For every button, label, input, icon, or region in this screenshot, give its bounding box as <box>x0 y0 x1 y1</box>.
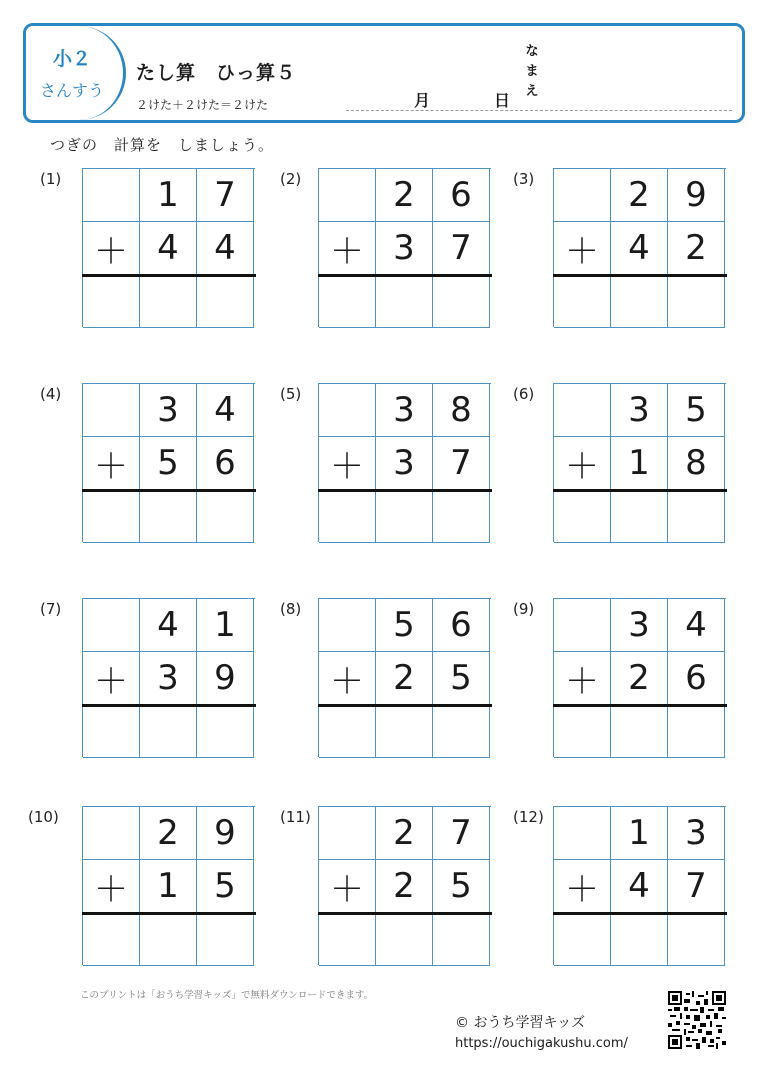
answer-cell[interactable] <box>668 490 725 543</box>
addend-digit: 6 <box>197 437 254 490</box>
answer-cell[interactable] <box>554 490 611 543</box>
addition-grid <box>82 806 255 965</box>
answer-cell[interactable] <box>376 490 433 543</box>
addition-grid <box>82 168 255 327</box>
subject-label: さんすう <box>39 81 104 100</box>
addend-digit: 2 <box>140 807 197 860</box>
addend-digit: 5 <box>197 860 254 913</box>
addend-digit: 7 <box>668 860 725 913</box>
addition-grid <box>553 598 726 757</box>
answer-cell[interactable] <box>376 913 433 966</box>
sum-line <box>318 274 492 277</box>
name-char: ま <box>525 64 539 79</box>
answer-cell[interactable] <box>140 705 197 758</box>
answer-cell[interactable] <box>83 275 140 328</box>
sum-line <box>82 704 256 707</box>
answer-cell[interactable] <box>554 705 611 758</box>
answer-cell[interactable] <box>197 705 254 758</box>
answer-cell[interactable] <box>433 275 490 328</box>
answer-cell[interactable] <box>433 705 490 758</box>
empty-cell <box>554 169 611 222</box>
addend-digit: 5 <box>433 860 490 913</box>
empty-cell <box>319 169 376 222</box>
name-char: な <box>525 44 539 59</box>
answer-cell[interactable] <box>319 490 376 543</box>
addition-grid <box>553 168 726 327</box>
addend-digit: 6 <box>433 169 490 222</box>
empty-cell <box>554 384 611 437</box>
addition-grid <box>318 598 491 757</box>
answer-cell[interactable] <box>611 913 668 966</box>
addition-grid <box>318 168 491 327</box>
answer-cell[interactable] <box>554 275 611 328</box>
answer-cell[interactable] <box>611 275 668 328</box>
answer-cell[interactable] <box>197 275 254 328</box>
sum-line <box>82 912 256 915</box>
addend-digit: 2 <box>376 807 433 860</box>
plus-sign: ＋ <box>83 652 140 705</box>
answer-cell[interactable] <box>554 913 611 966</box>
addition-grid <box>553 806 726 965</box>
plus-sign: ＋ <box>554 652 611 705</box>
addend-digit: 7 <box>433 222 490 275</box>
plus-sign: ＋ <box>319 860 376 913</box>
empty-cell <box>319 384 376 437</box>
answer-cell[interactable] <box>140 913 197 966</box>
addend-digit: 1 <box>140 860 197 913</box>
addition-grid <box>553 383 726 542</box>
problem-number: (4) <box>40 385 62 403</box>
addend-digit: 2 <box>611 169 668 222</box>
answer-cell[interactable] <box>376 705 433 758</box>
problem-number: (11) <box>280 808 311 826</box>
addend-digit: 8 <box>668 437 725 490</box>
addend-digit: 5 <box>140 437 197 490</box>
name-label <box>524 42 540 102</box>
answer-cell[interactable] <box>319 913 376 966</box>
plus-sign: ＋ <box>319 222 376 275</box>
sum-line <box>553 274 727 277</box>
worksheet-subtitle: ２けた＋２けた＝２けた <box>136 98 269 112</box>
addend-digit: 1 <box>611 807 668 860</box>
plus-sign: ＋ <box>319 437 376 490</box>
addend-digit: 3 <box>611 384 668 437</box>
addition-grid <box>318 806 491 965</box>
addend-digit: 2 <box>376 169 433 222</box>
answer-cell[interactable] <box>197 490 254 543</box>
site-url[interactable]: https://ouchigakushu.com/ <box>455 1036 628 1051</box>
answer-cell[interactable] <box>433 913 490 966</box>
sum-line <box>82 489 256 492</box>
plus-sign: ＋ <box>554 437 611 490</box>
sum-line <box>318 704 492 707</box>
problem-number: (2) <box>280 170 302 188</box>
addend-digit: 7 <box>433 807 490 860</box>
addend-digit: 8 <box>433 384 490 437</box>
instructions: つぎの 計算を しましょう。 <box>50 136 275 154</box>
answer-cell[interactable] <box>611 490 668 543</box>
plus-sign: ＋ <box>83 437 140 490</box>
empty-cell <box>319 807 376 860</box>
empty-cell <box>83 169 140 222</box>
sum-line <box>553 912 727 915</box>
qr-code-icon <box>668 991 726 1049</box>
addend-digit: 3 <box>376 384 433 437</box>
addend-digit: 4 <box>611 222 668 275</box>
grade-label: 小２ <box>52 48 91 70</box>
empty-cell <box>554 599 611 652</box>
addend-digit: 9 <box>197 807 254 860</box>
addend-digit: 3 <box>140 384 197 437</box>
answer-cell[interactable] <box>140 490 197 543</box>
qr-code-graphic <box>668 991 726 1049</box>
name-write-line[interactable] <box>346 110 732 111</box>
answer-cell[interactable] <box>197 913 254 966</box>
sum-line <box>82 274 256 277</box>
answer-cell[interactable] <box>319 705 376 758</box>
worksheet-title: たし算 ひっ算５ <box>136 62 297 84</box>
problem-number: (5) <box>280 385 302 403</box>
day-label: 日 <box>494 91 511 110</box>
addend-digit: 6 <box>433 599 490 652</box>
empty-cell <box>554 807 611 860</box>
problem-number: (10) <box>28 808 59 826</box>
addend-digit: 3 <box>376 222 433 275</box>
grade-tab <box>26 26 126 120</box>
plus-sign: ＋ <box>554 222 611 275</box>
sum-line <box>318 489 492 492</box>
addend-digit: 7 <box>197 169 254 222</box>
problem-number: (9) <box>513 600 535 618</box>
name-char: え <box>525 84 539 99</box>
addend-digit: 9 <box>668 169 725 222</box>
addend-digit: 3 <box>611 599 668 652</box>
answer-cell[interactable] <box>611 705 668 758</box>
plus-sign: ＋ <box>319 652 376 705</box>
addend-digit: 1 <box>611 437 668 490</box>
addend-digit: 5 <box>433 652 490 705</box>
empty-cell <box>83 599 140 652</box>
addend-digit: 2 <box>668 222 725 275</box>
answer-cell[interactable] <box>83 490 140 543</box>
addend-digit: 2 <box>376 652 433 705</box>
download-note: このプリントは「おうち学習キッズ」で無料ダウンロードできます。 <box>80 990 374 1001</box>
answer-cell[interactable] <box>668 275 725 328</box>
worksheet-header <box>23 23 745 123</box>
addend-digit: 5 <box>668 384 725 437</box>
problem-number: (7) <box>40 600 62 618</box>
answer-cell[interactable] <box>83 705 140 758</box>
plus-sign: ＋ <box>83 860 140 913</box>
brand-name: © おうち学習キッズ <box>455 1015 586 1031</box>
answer-cell[interactable] <box>433 490 490 543</box>
plus-sign: ＋ <box>554 860 611 913</box>
answer-cell[interactable] <box>668 913 725 966</box>
addend-digit: 3 <box>376 437 433 490</box>
addend-digit: 7 <box>433 437 490 490</box>
addend-digit: 4 <box>197 222 254 275</box>
addition-grid <box>82 383 255 542</box>
plus-sign: ＋ <box>83 222 140 275</box>
addend-digit: 4 <box>140 222 197 275</box>
problem-number: (8) <box>280 600 302 618</box>
problem-number: (1) <box>40 170 62 188</box>
addend-digit: 4 <box>197 384 254 437</box>
problem-number: (12) <box>513 808 544 826</box>
addend-digit: 3 <box>668 807 725 860</box>
answer-cell[interactable] <box>83 913 140 966</box>
answer-cell[interactable] <box>376 275 433 328</box>
addition-grid <box>318 383 491 542</box>
empty-cell <box>319 599 376 652</box>
addend-digit: 6 <box>668 652 725 705</box>
month-label: 月 <box>414 91 431 110</box>
addend-digit: 1 <box>140 169 197 222</box>
addend-digit: 4 <box>668 599 725 652</box>
addend-digit: 5 <box>376 599 433 652</box>
addend-digit: 3 <box>140 652 197 705</box>
addend-digit: 1 <box>197 599 254 652</box>
answer-cell[interactable] <box>668 705 725 758</box>
addend-digit: 2 <box>611 652 668 705</box>
sum-line <box>553 489 727 492</box>
sum-line <box>318 912 492 915</box>
sum-line <box>553 704 727 707</box>
answer-cell[interactable] <box>319 275 376 328</box>
problem-number: (6) <box>513 385 535 403</box>
empty-cell <box>83 384 140 437</box>
addend-digit: 9 <box>197 652 254 705</box>
addend-digit: 2 <box>376 860 433 913</box>
answer-cell[interactable] <box>140 275 197 328</box>
addition-grid <box>82 598 255 757</box>
problem-number: (3) <box>513 170 535 188</box>
addend-digit: 4 <box>140 599 197 652</box>
empty-cell <box>83 807 140 860</box>
addend-digit: 4 <box>611 860 668 913</box>
